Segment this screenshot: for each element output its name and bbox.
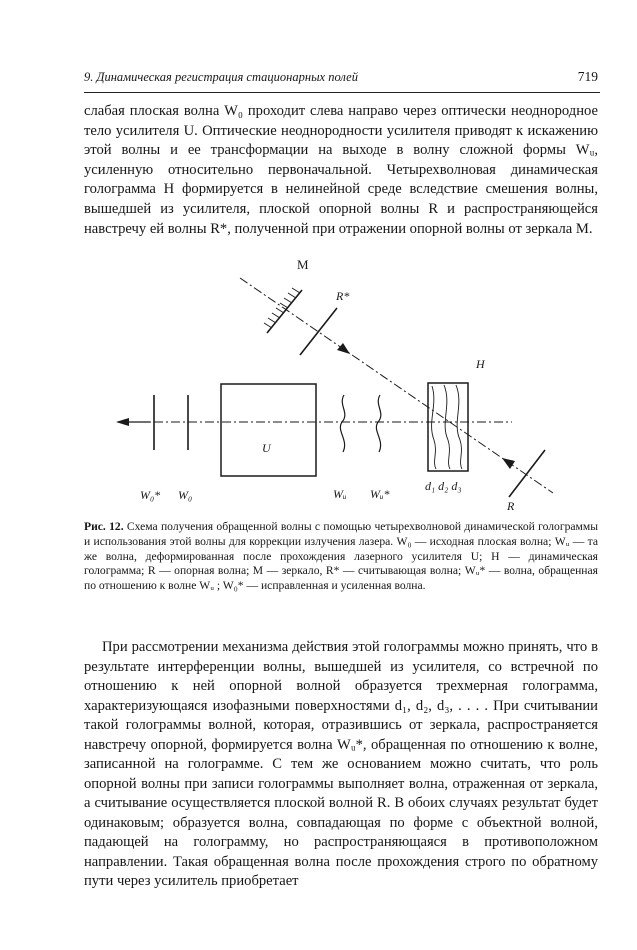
mirror-m [267, 290, 302, 333]
page-number: 719 [577, 69, 598, 84]
wavefront-wu [340, 395, 344, 452]
paragraph-2: При рассмотрении механизма действия этой голограммы можно принять, что в результате интерференции волны, вышедшей из усилителя, со встречной по отношению к ней опорной волной образуется трехмерная голограмма, характеризующаяся изофазными поверхностями d₁, d₂, d₃, . . . . При считывании такой голограммы волной, которая, отразившись от зеркала, распространяется навстречу опорной, формируется волна Wᵤ*, обращенная по отношению к волне, записанной на голограмме. С тем же основанием можно считать, что роль опорной волны при записи голограммы выполняет волна, отраженная от зеркала, а считывание осуществляется плоской волной R. В обоих случаях результат будет одинаковым; образуется волна, совпадающая по форме с объектной волной, падающей на голограмму, но распространяющаяся в противоположном направлении. Такая обращенная волна после прохождения строго по обратному пути через усилитель приобретает [84, 639, 598, 889]
wavefront-wu-star [376, 395, 380, 452]
left-arrow-head [116, 418, 129, 426]
isophase-surface-d2 [444, 385, 450, 469]
wavefront-r [509, 450, 545, 497]
label-h: H [476, 357, 485, 371]
r-arrow-head [502, 458, 515, 469]
label-r-star: R* [336, 289, 350, 303]
optical-scheme-figure [0, 250, 637, 520]
wavefront-r-star [300, 308, 337, 355]
mirror-hatching [264, 288, 300, 328]
label-wu-star: Wᵤ* [370, 487, 390, 501]
rstar-arrow-head [337, 343, 350, 354]
label-w0: W₀ [178, 488, 193, 502]
header-rule [84, 92, 600, 93]
label-r: R [507, 499, 515, 513]
isophase-surface-d1 [432, 386, 436, 469]
caption-text: Схема получения обращенной волны с помощью четырехволновой динамической голограммы и использования этой волны для коррекции излучения лазера. W₀ — исходная плоская волна; Wᵤ — та же волна, деформированная после прохождения лазерного усилителя U; H — динамическая голограмма; R — опорная волна; M — зеркало, R* — считывающая волна; Wᵤ* — волна, обращенная по отношению к волне Wᵤ ; W₀* — исправленная и усиленная волна. [84, 520, 598, 593]
running-title: 9. Динамическая регистрация стационарных полей [84, 70, 358, 84]
caption-prefix: Рис. 12. [84, 520, 124, 533]
amplifier-box [221, 384, 316, 476]
label-isophase: d₁ d₂ d₃ [425, 479, 462, 493]
figure-caption [84, 520, 598, 594]
label-w0-star: W₀* [140, 488, 161, 502]
label-u: U [262, 441, 271, 455]
label-m: M [297, 257, 309, 272]
label-wu: Wᵤ [333, 487, 347, 501]
paragraph-1: слабая плоская волна W₀ проходит слева направо через оптически неоднородное тело усилителя U. Оптические неоднородности усилителя приводят к искажению этой волны и ее трансформации на выходе в волну сложной формы Wᵤ, усиленную относительно первоначальной. Четырехволновая динамическая голограмма H формируется в нелинейной среде вследствие смешения волны, вышедшей из усилителя, плоской опорной волны R и распространяющейся навстречу ей волны R*, полученной при отражении опорной волны от зеркала M. [84, 103, 598, 237]
